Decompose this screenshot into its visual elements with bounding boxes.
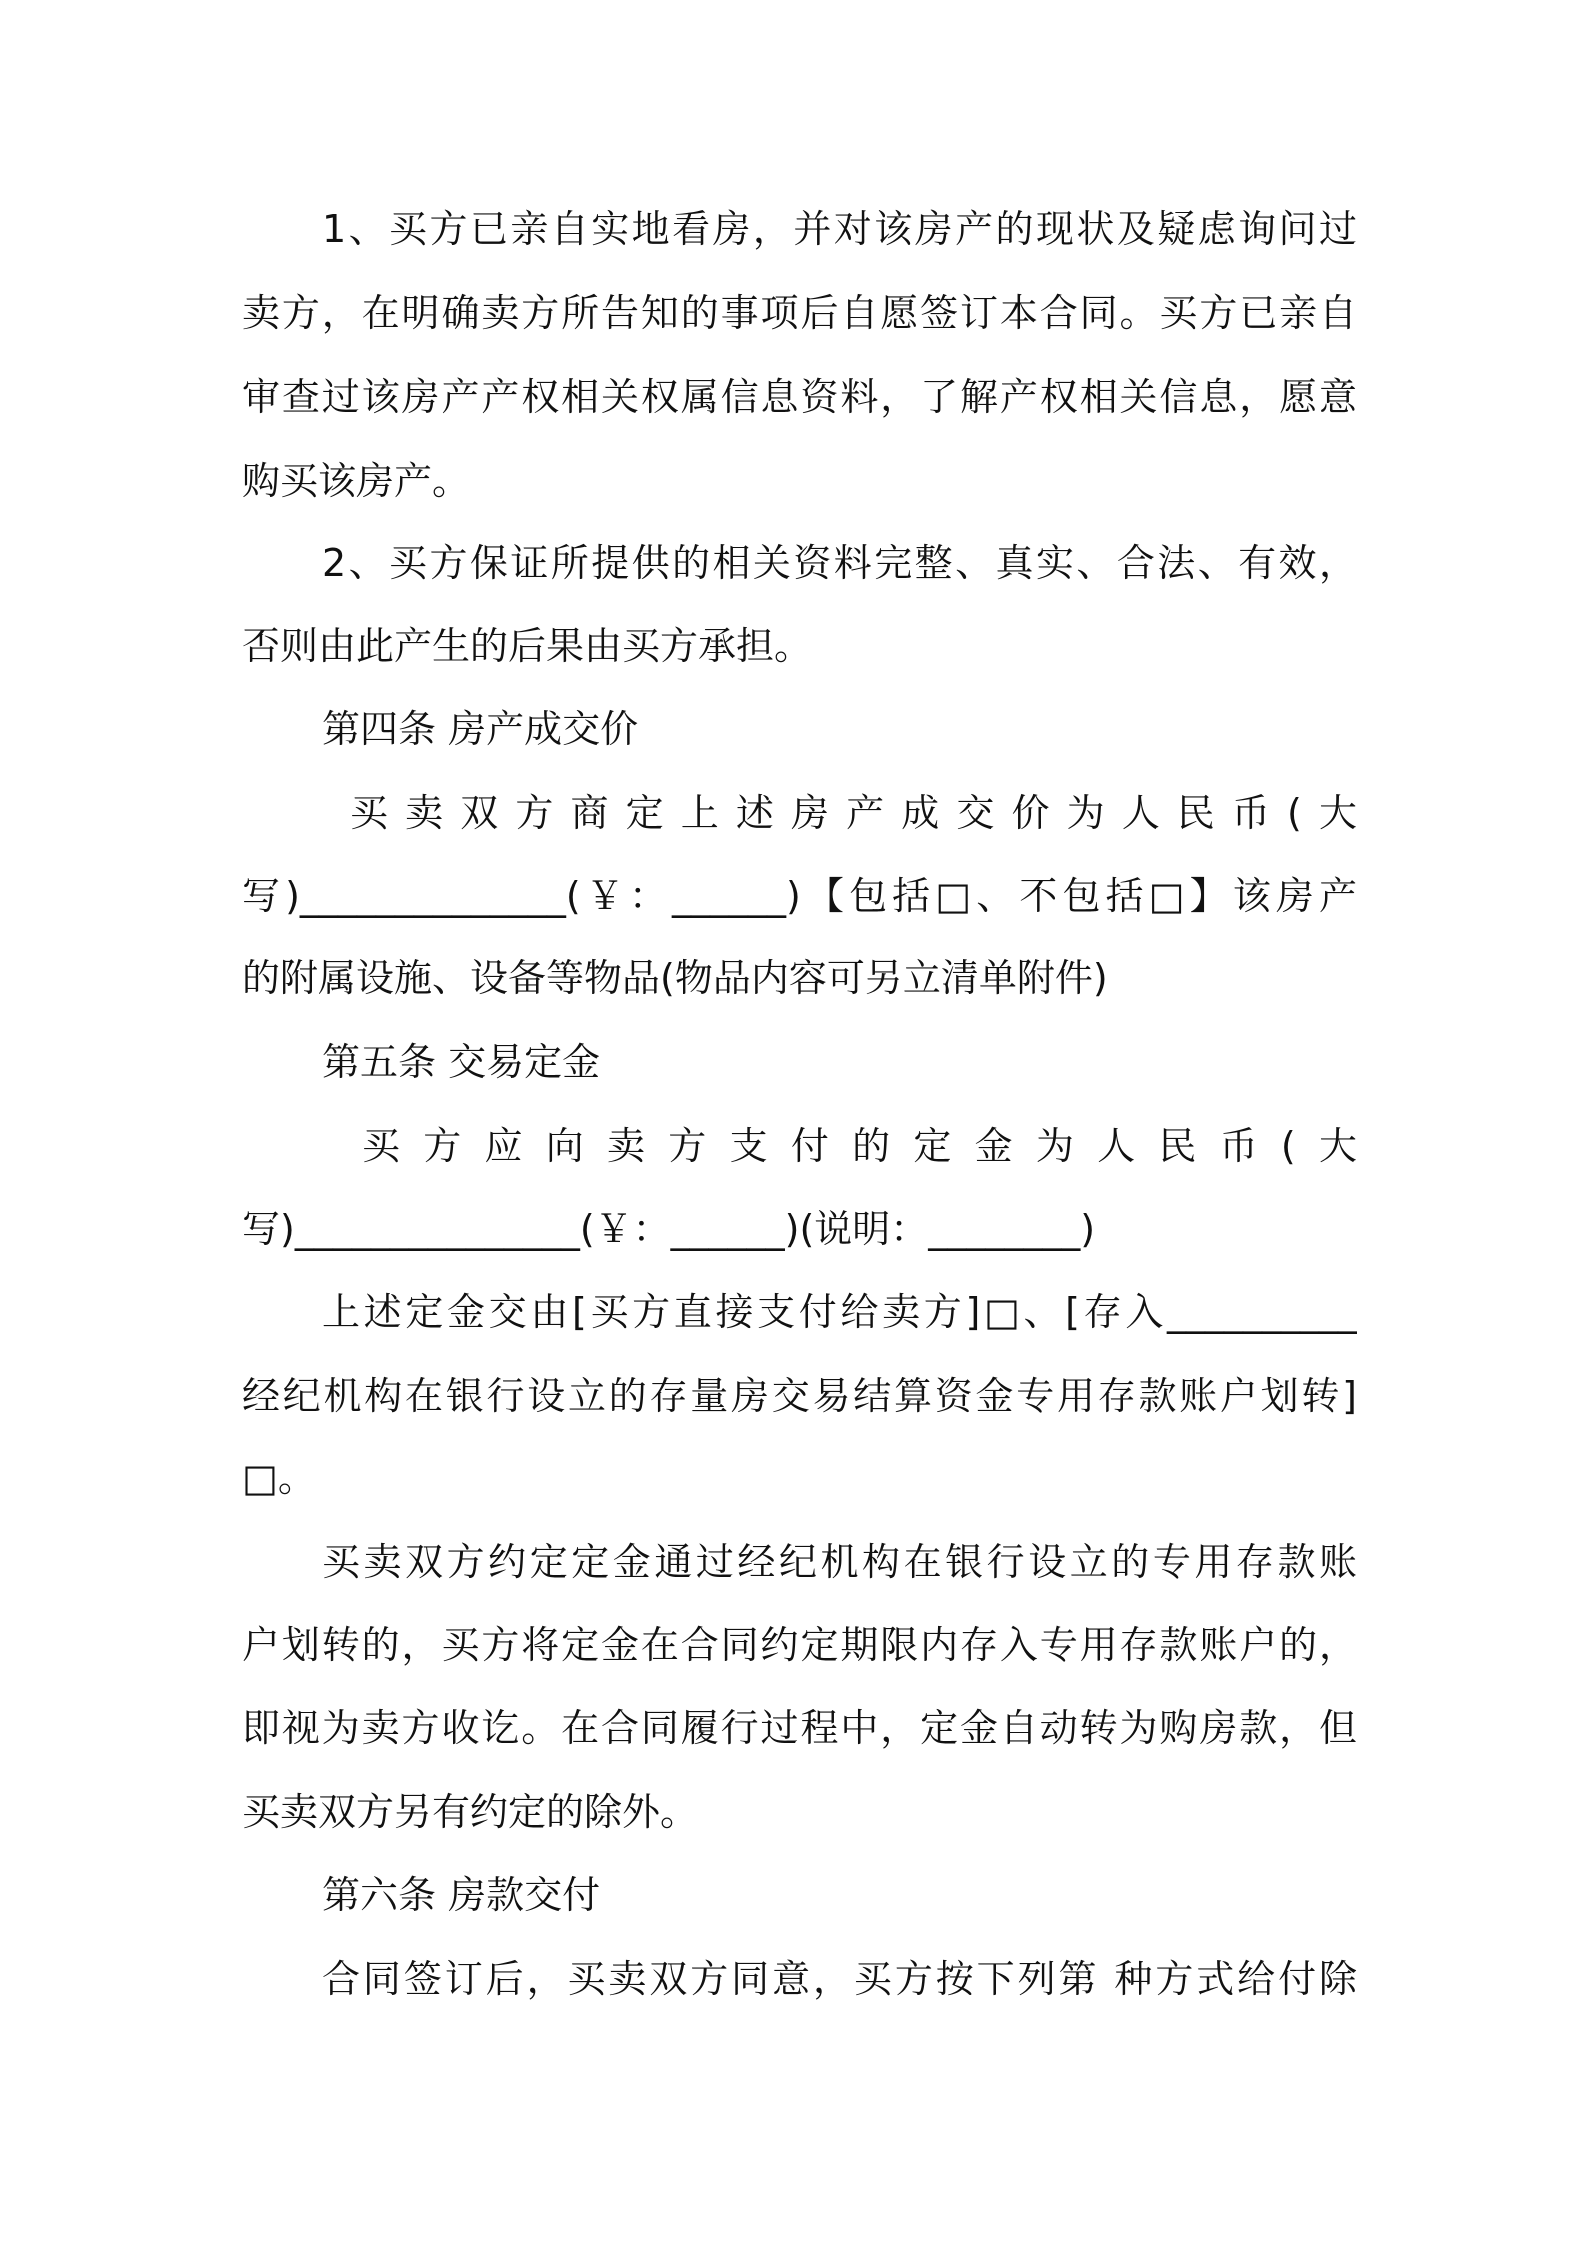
paragraph-line: 经纪机构在银行设立的存量房交易结算资金专用存款账户划转]: [242, 1374, 1357, 1418]
paragraph-line: 户划转的，买方将定金在合同约定期限内存入专用存款账户的，: [242, 1623, 1357, 1667]
paragraph-line: 审查过该房产产权相关权属信息资料，了解产权相关信息，愿意: [242, 375, 1357, 419]
section-heading: 第四条 房产成交价: [322, 707, 639, 751]
paragraph-line: 1、买方已亲自实地看房，并对该房产的现状及疑虑询问过: [322, 207, 1357, 251]
paragraph-line: 写)_______________(￥：______)(说明：________): [242, 1207, 1096, 1251]
paragraph-line: 购买该房产。: [242, 459, 471, 503]
paragraph-line: 写)______________(￥：______)【包括□、不包括□】该房产: [242, 874, 1357, 918]
paragraph-line: 买卖双方另有约定的除外。: [242, 1790, 699, 1834]
paragraph-line: 买卖双方约定定金通过经纪机构在银行设立的专用存款账: [322, 1540, 1357, 1584]
section-heading: 第六条 房款交付: [322, 1873, 601, 1917]
section-heading: 第五条 交易定金: [322, 1040, 601, 1084]
paragraph-line: □。: [242, 1456, 316, 1500]
paragraph-line: 2、买方保证所提供的相关资料完整、真实、合法、有效，: [322, 541, 1357, 585]
paragraph-line: 否则由此产生的后果由买方承担。: [242, 624, 813, 668]
paragraph-line: 买方应向卖方支付的定金为人民币(大: [362, 1124, 1357, 1168]
paragraph-line: 的附属设施、设备等物品(物品内容可另立清单附件): [242, 956, 1108, 1000]
paragraph-line: 上述定金交由[买方直接支付给卖方]□、[存入__________: [322, 1290, 1357, 1334]
paragraph-line: 合同签订后，买卖双方同意，买方按下列第 种方式给付除: [322, 1957, 1357, 2001]
paragraph-line: 卖方，在明确卖方所告知的事项后自愿签订本合同。买方已亲自: [242, 291, 1357, 335]
paragraph-line: 买卖双方商定上述房产成交价为人民币(大: [350, 791, 1357, 835]
paragraph-line: 即视为卖方收讫。在合同履行过程中，定金自动转为购房款，但: [242, 1706, 1357, 1750]
